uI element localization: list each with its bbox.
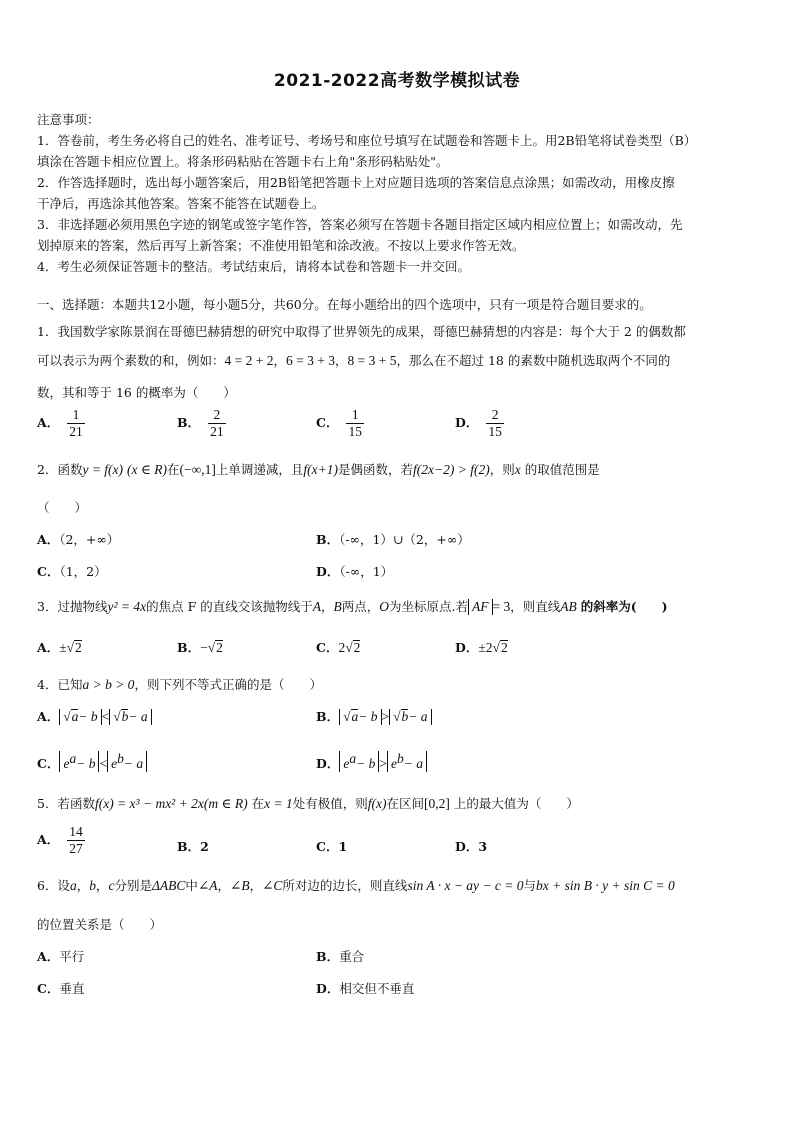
- numerator: 2: [491, 407, 499, 422]
- q6-text: 与: [523, 878, 537, 893]
- term: e: [343, 756, 350, 772]
- q3-text: ，则直线: [510, 599, 561, 614]
- option-label: D．: [455, 640, 479, 655]
- q6-formula: sin A · x − ay − c = 0: [407, 878, 524, 893]
- q2-formula: y = f(x): [82, 462, 124, 477]
- q2-text: 的取值范围是: [524, 462, 600, 477]
- q6-formula: ∠C: [262, 878, 283, 893]
- notice-line: 1．答卷前，考生务必将自己的姓名、准考证号、考场号和座位号填写在试题卷和答题卡上。用2B铅笔将试卷类型（B）: [37, 133, 697, 148]
- sqrt-icon: √: [492, 640, 500, 655]
- sqrt-icon: √: [207, 640, 216, 655]
- absolute-value: [339, 709, 381, 725]
- term: − a: [403, 756, 423, 772]
- term: − b: [76, 756, 96, 772]
- q1-example-1: 4 = 2 + 2: [224, 353, 274, 368]
- q2-text: 上单调递减，且: [215, 462, 304, 477]
- numerator: 1: [72, 407, 80, 422]
- q2-text: 是偶函数，若: [338, 462, 414, 477]
- term: − b: [78, 709, 98, 724]
- absolute-value: [59, 709, 101, 725]
- sqrt-icon: √: [63, 709, 71, 724]
- option-label: D．: [316, 564, 340, 579]
- q3-option-a[interactable]: [37, 638, 82, 656]
- option-label: C．: [37, 564, 60, 579]
- q6-formula: bx + sin B · y + sin C = 0: [536, 878, 675, 893]
- option-prefix: 2: [338, 640, 346, 655]
- q6-text: ，: [217, 878, 231, 893]
- fraction: [67, 824, 85, 857]
- option-label: C．: [37, 981, 60, 996]
- radicand: a: [351, 709, 359, 724]
- q2-formula: (x ∈ R): [127, 462, 168, 477]
- q6-option-c[interactable]: [37, 979, 84, 997]
- q3-option-d[interactable]: [455, 638, 508, 656]
- q3-formula: AB: [560, 599, 577, 614]
- sqrt-icon: √: [343, 709, 351, 724]
- q2-option-a[interactable]: [37, 530, 119, 548]
- term: − a: [408, 709, 428, 724]
- absolute-value: [107, 751, 147, 772]
- q3-formula: B: [333, 599, 342, 614]
- q1-text: 可以表示为两个素数的和，例如：: [37, 353, 225, 368]
- q5-formula: x = 1: [264, 796, 293, 811]
- sqrt-icon: √: [66, 640, 75, 655]
- q6-formula: ∠A: [197, 878, 218, 893]
- q2-text: ，则: [489, 462, 515, 477]
- comparison-operator: >: [379, 756, 387, 772]
- exponent: a: [349, 751, 357, 766]
- question-6-line-2: 的位置关系是（ ）: [37, 917, 163, 932]
- option-label: D．: [316, 756, 340, 772]
- option-label: A．: [37, 949, 60, 964]
- q2-formula: f(x+1): [303, 462, 338, 477]
- q6-text: 所对边的边长，则直线: [282, 878, 408, 893]
- q5-option-b[interactable]: B．2: [177, 839, 209, 854]
- q2-option-c[interactable]: [37, 562, 107, 580]
- section-heading: 一、选择题：本题共12小题，每小题5分，共60分。在每小题给出的四个选项中，只有一项是符合题目要求的。: [37, 297, 652, 312]
- term: e: [63, 756, 70, 772]
- q3-option-c[interactable]: [316, 638, 360, 656]
- q6-formula: ∠B: [230, 878, 250, 893]
- denominator: 27: [69, 841, 83, 856]
- option-text: （1，2）: [59, 564, 107, 579]
- question-3-line-1: [37, 597, 668, 615]
- q3-text: 的斜率为( ): [580, 599, 668, 614]
- option-label: A．: [37, 709, 60, 724]
- q3-text: 3．过抛物线: [37, 599, 108, 614]
- q1-option-c[interactable]: [316, 407, 364, 440]
- q6-text: 6．设: [37, 878, 70, 893]
- option-text: （-∞，1）: [339, 564, 394, 579]
- q5-option-c[interactable]: C．1: [316, 839, 348, 854]
- q6-formula: c: [108, 878, 115, 893]
- q3-formula: AF: [468, 599, 493, 615]
- absolute-value: [59, 751, 99, 772]
- q1-option-b[interactable]: [177, 407, 226, 440]
- option-label: B．: [316, 949, 340, 964]
- absolute-value: [339, 751, 379, 772]
- absolute-value: [387, 751, 427, 772]
- q6-formula: a: [69, 878, 77, 893]
- q1-text: ，那么在不超过 18 的素数中随机选取两个不同的: [396, 353, 671, 368]
- q4-text: ，则下列不等式正确的是（ ）: [134, 677, 322, 692]
- sqrt-icon: √: [113, 709, 121, 724]
- question-4-line-1: [37, 675, 322, 693]
- notice-line: 4．考生必须保证答题卡的整洁。考试结束后，请将本试卷和答题卡一并交回。: [37, 259, 470, 274]
- option-text: 相交但不垂直: [339, 981, 415, 996]
- q6-text: ，: [76, 878, 90, 893]
- q4-text: 4．已知: [37, 677, 83, 692]
- q3-formula: y² = 4x: [107, 599, 147, 614]
- numerator: 14: [69, 824, 83, 839]
- radicand: b: [121, 709, 129, 724]
- q5-formula: f(x): [367, 796, 387, 811]
- q3-text: 为坐标原点.若: [389, 599, 468, 614]
- exponent: b: [396, 751, 404, 766]
- radicand: 2: [353, 640, 361, 655]
- fraction: [486, 407, 504, 440]
- q6-formula: ΔABC: [152, 878, 186, 893]
- exponent: b: [117, 751, 124, 766]
- term: − b: [356, 756, 376, 772]
- q2-formula: f(2x−2) > f(2): [413, 462, 490, 477]
- option-label: C．: [316, 415, 339, 430]
- question-6-line-1: [37, 876, 675, 894]
- option-text: （2，+∞）: [59, 532, 120, 547]
- q6-text: 分别是: [114, 878, 152, 893]
- q6-formula: b: [89, 878, 96, 893]
- fraction: [208, 407, 226, 440]
- q5-text: 5．若函数: [37, 796, 95, 811]
- option-label: B．: [316, 709, 340, 724]
- q4-formula: a > b > 0: [82, 677, 135, 692]
- q5-option-a[interactable]: [37, 824, 85, 857]
- term: e: [111, 756, 118, 772]
- sqrt-icon: √: [345, 640, 353, 655]
- comparison-operator: <: [99, 756, 108, 772]
- q2-text: 在: [167, 462, 180, 477]
- option-label: A．: [37, 532, 60, 547]
- exponent: a: [69, 751, 77, 766]
- q6-option-b[interactable]: [316, 947, 364, 965]
- page-title: 2021-2022高考数学模拟试卷: [273, 71, 521, 91]
- option-label: D．: [316, 981, 340, 996]
- q6-text: 中: [185, 878, 198, 893]
- q2-option-d[interactable]: [316, 562, 393, 580]
- absolute-value: [109, 709, 151, 725]
- q5-formula: [0,2]: [423, 796, 450, 811]
- notice-line: 2．作答选择题时，选出每小题答案后，用2B铅笔把答题卡上对应题目选项的答案信息点涂黑；如需改动，用橡皮擦: [37, 175, 675, 190]
- denominator: 15: [488, 424, 502, 439]
- q3-text: 的焦点 F 的直线交该抛物线于: [146, 599, 313, 614]
- term: − a: [128, 709, 148, 724]
- comparison-operator: >: [381, 709, 390, 724]
- q5-option-d[interactable]: D．3: [455, 839, 488, 854]
- denominator: 15: [348, 424, 362, 439]
- notice-line: 划掉原来的答案，然后再写上新答案；不准使用铅笔和涂改液。不按以上要求作答无效。: [37, 238, 525, 253]
- absolute-value: [389, 709, 431, 725]
- term: e: [390, 756, 397, 772]
- q5-formula: f(x) = x³ − mx² + 2x(m ∈ R): [94, 796, 248, 811]
- denominator: 21: [210, 424, 224, 439]
- notice-line: 干净后，再选涂其他答案。答案不能答在试题卷上。: [37, 196, 325, 211]
- term: − a: [123, 756, 144, 772]
- q6-option-d[interactable]: [316, 979, 414, 997]
- option-label: A．: [37, 640, 60, 655]
- q3-formula: = 3: [492, 599, 511, 614]
- comparison-operator: <: [101, 709, 110, 724]
- option-prefix: ±: [59, 640, 67, 655]
- radicand: b: [401, 709, 409, 724]
- option-text: 垂直: [59, 981, 85, 996]
- sqrt-icon: √: [393, 709, 401, 724]
- q6-option-a[interactable]: [37, 947, 84, 965]
- question-1-line-1: 1．我国数学家陈景润在哥德巴赫猜想的研究中取得了世界领先的成果，哥德巴赫猜想的内容是：每个大于 2 的偶数都: [37, 324, 686, 339]
- radicand: 2: [500, 640, 508, 655]
- q5-text: 上的最大值为（ ）: [453, 796, 579, 811]
- option-text: （-∞，1）∪（2，+∞）: [339, 532, 470, 547]
- option-label: D．: [455, 415, 479, 430]
- q5-text: 在区间: [386, 796, 424, 811]
- q1-option-a[interactable]: [37, 407, 85, 440]
- q2-option-b[interactable]: [316, 530, 470, 548]
- q3-text: 两点，: [341, 599, 380, 614]
- option-text: 重合: [339, 949, 365, 964]
- q1-example-2: 6 = 3 + 3: [286, 353, 335, 368]
- q4-option-b[interactable]: [316, 707, 432, 725]
- q5-text: 在: [251, 796, 265, 811]
- option-label: A．: [37, 832, 60, 847]
- radicand: a: [71, 709, 79, 724]
- q6-text: ，: [95, 878, 109, 893]
- option-label: B．: [316, 532, 340, 547]
- option-label: B．: [177, 640, 201, 655]
- fraction: [67, 407, 85, 440]
- notice-line: 3．非选择题必须用黑色字迹的钢笔或签字笔作答，答案必须写在答题卡各题目指定区域内相应位置上；如需改动，先: [37, 217, 683, 232]
- q1-option-d[interactable]: [455, 407, 504, 440]
- denominator: 21: [69, 424, 83, 439]
- q5-text: 处有极值，则: [292, 796, 368, 811]
- option-prefix: ±2: [478, 640, 493, 655]
- question-2-line-2: （ ）: [37, 500, 88, 515]
- q4-option-d[interactable]: [316, 751, 427, 772]
- question-2-line-1: [37, 460, 600, 478]
- option-label: B．: [177, 415, 201, 430]
- term: − b: [358, 709, 378, 724]
- option-label: A．: [37, 415, 60, 430]
- radicand: 2: [216, 640, 223, 655]
- q2-formula: (−∞,1]: [179, 462, 216, 477]
- q3-formula: O: [379, 599, 390, 614]
- question-1-line-3: 数，其和等于 16 的概率为（ ）: [37, 385, 236, 400]
- option-text: 平行: [59, 949, 85, 964]
- numerator: 1: [351, 407, 359, 422]
- q2-text: 2．函数: [37, 462, 83, 477]
- q4-option-c[interactable]: [37, 751, 147, 772]
- q1-example-3: 8 = 3 + 5: [347, 353, 397, 368]
- notice-line: 填涂在答题卡相应位置上。将条形码粘贴在答题卡右上角"条形码粘贴处"。: [37, 154, 449, 169]
- q2-formula: x: [514, 462, 521, 477]
- notice-heading: 注意事项：: [37, 112, 100, 127]
- question-5-line-1: [37, 794, 579, 812]
- q3-formula: A: [312, 599, 321, 614]
- q3-option-b[interactable]: [177, 638, 223, 656]
- question-1-line-2: 可以表示为两个素数的和，例如：4 = 2 + 2，6 = 3 + 3，8 = 3 + 5，那么在不超过 18 的素数中随机选取两个不同的: [37, 353, 671, 368]
- q4-option-a[interactable]: [37, 707, 152, 725]
- numerator: 2: [213, 407, 221, 422]
- option-label: C．: [316, 640, 339, 655]
- q6-text: ，: [249, 878, 263, 893]
- fraction: [346, 407, 364, 440]
- option-label: C．: [37, 756, 60, 772]
- radicand: 2: [75, 640, 82, 655]
- option-prefix: −: [200, 640, 208, 655]
- q3-text: ，: [320, 599, 334, 614]
